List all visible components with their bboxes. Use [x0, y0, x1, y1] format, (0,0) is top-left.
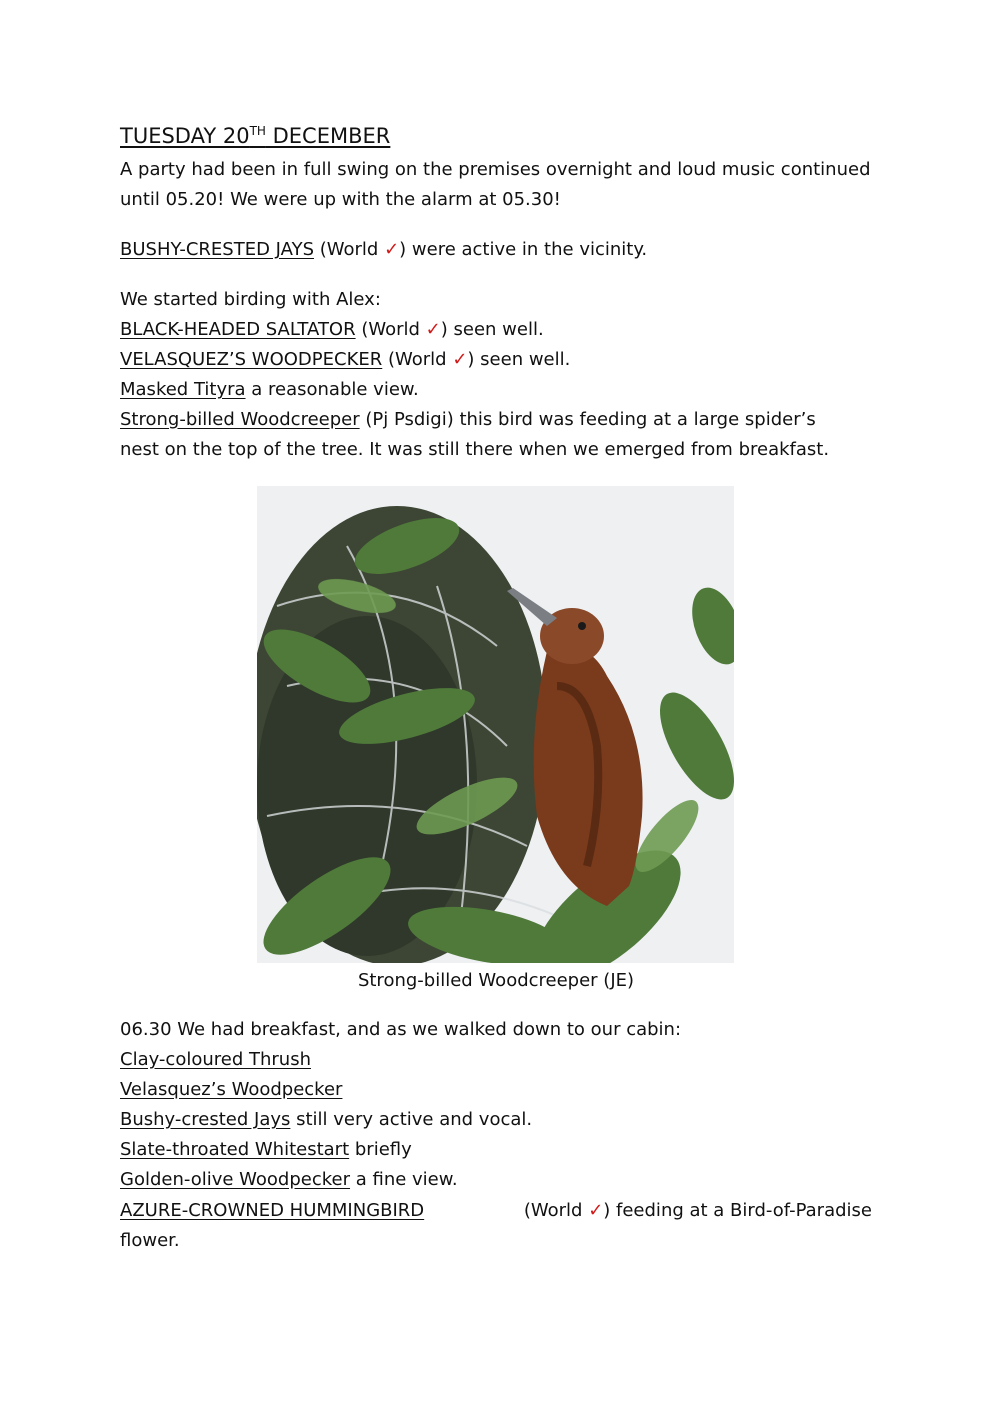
sighting-note: briefly — [349, 1139, 412, 1160]
hummingbird-line-2: flower. — [120, 1230, 180, 1251]
bird-name: Strong-billed Woodcreeper — [120, 409, 360, 430]
bird-name: AZURE-CROWNED HUMMINGBIRD — [120, 1200, 425, 1221]
woodcreeper-photo-illustration — [257, 486, 734, 963]
heading-day: TUESDAY 20 — [120, 124, 250, 148]
sighting-note: a fine view. — [350, 1169, 458, 1190]
bird-name: BLACK-HEADED SALTATOR — [120, 319, 356, 340]
bird-name: Golden-olive Woodpecker — [120, 1169, 351, 1190]
check-icon: ✓ — [384, 239, 400, 260]
breakfast-line: 06.30 We had breakfast, and as we walked down to our cabin: — [120, 1019, 682, 1040]
bird-name: Clay-coloured Thrush — [120, 1049, 311, 1070]
bird-entry-tityra — [120, 375, 872, 405]
jays-sighting — [120, 235, 872, 265]
world-label: (World — [355, 319, 426, 340]
sighting-note: still very active and vocal. — [290, 1109, 533, 1130]
heading-text — [120, 124, 390, 148]
bird-entry-jays — [120, 1105, 872, 1135]
check-icon: ✓ — [452, 349, 468, 370]
bird-entry-woodcreeper — [120, 405, 872, 435]
woodcreeper-photo — [257, 486, 734, 963]
sighting-note: (Pj Psdigi) this bird was feeding at a large spider’s — [359, 409, 816, 430]
heading-month: DECEMBER — [265, 124, 391, 148]
world-label: (World — [382, 349, 453, 370]
bird-name: Slate-throated Whitestart — [120, 1139, 350, 1160]
check-icon: ✓ — [588, 1200, 604, 1221]
woodcreeper-line-2: nest on the top of the tree. It was still there when we emerged from breakfast. — [120, 439, 830, 460]
world-label: (World — [314, 239, 385, 260]
check-icon: ✓ — [425, 319, 441, 340]
bird-name: Bushy-crested Jays — [120, 1109, 291, 1130]
world-label: (World — [523, 1200, 589, 1221]
bird-entry-thrush — [120, 1045, 872, 1075]
intro-line-1: A party had been in full swing on the premises overnight and loud music continued — [120, 159, 871, 180]
heading-superscript: TH — [249, 124, 266, 138]
bird-entry-velasquez — [120, 1075, 872, 1105]
bird-name: BUSHY-CRESTED JAYS — [120, 239, 314, 260]
sighting-note: ) were active in the vicinity. — [399, 239, 648, 260]
photo-caption: Strong-billed Woodcreeper (JE) — [357, 970, 635, 991]
bird-entry-whitestart — [120, 1135, 872, 1165]
sighting-note: ) seen well. — [467, 349, 571, 370]
bird-name: VELASQUEZ’S WOODPECKER — [120, 349, 383, 370]
hummingbird-note — [524, 1196, 872, 1226]
page-heading — [120, 120, 390, 152]
sighting-note: ) feeding at a Bird-of-Paradise — [603, 1200, 872, 1221]
sighting-note: ) seen well. — [440, 319, 544, 340]
bird-entry-woodpecker — [120, 345, 872, 375]
bird-name: Masked Tityra — [120, 379, 246, 400]
bird-entry-golden-olive — [120, 1165, 872, 1195]
intro-line-2: until 05.20! We were up with the alarm at 05.30! — [120, 189, 561, 210]
bird-name: Velasquez’s Woodpecker — [120, 1079, 343, 1100]
bird-entry-saltator — [120, 315, 872, 345]
sighting-note: a reasonable view. — [245, 379, 419, 400]
birding-intro: We started birding with Alex: — [120, 289, 381, 310]
bird-entry-hummingbird — [120, 1196, 872, 1226]
